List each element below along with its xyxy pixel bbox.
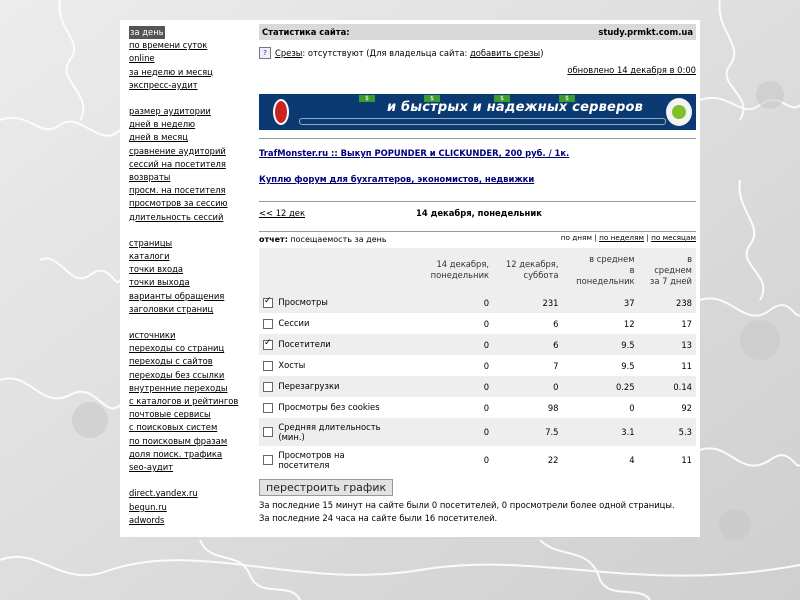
ad-link-trafmonster[interactable]: TrafMonster.ru :: Выкуп POPUNDER и CLICKUNDER, 200 руб. / 1к.: [259, 148, 570, 158]
row-label: Средняя длительность (мин.): [278, 422, 381, 442]
slices-line: [259, 44, 696, 62]
header-title: Статистика сайта:: [262, 27, 350, 37]
site-name: study.prmkt.com.ua: [598, 27, 693, 37]
table-cell: 7.5: [493, 418, 562, 446]
row-label: Просмотров на посетителя: [278, 450, 345, 470]
table-cell: 0: [483, 455, 490, 465]
table-row: [259, 355, 696, 376]
row-label: Перезагрузки: [278, 381, 340, 392]
table-cell: 11: [681, 360, 692, 371]
footer-info: [259, 499, 696, 525]
sidebar-item-sources[interactable]: источники: [129, 330, 176, 341]
period-sep: |: [591, 233, 600, 242]
sidebar-gap: [129, 92, 254, 105]
dollar-icon: $: [359, 95, 375, 102]
sidebar-item-internal[interactable]: внутренние переходы: [129, 382, 228, 393]
sidebar-item-entry-points[interactable]: точки входа: [129, 264, 184, 275]
report-value: посещаемость за день: [287, 235, 387, 244]
table-cell: 0: [417, 334, 493, 355]
sidebar-item-returns[interactable]: возвраты: [129, 172, 171, 183]
sidebar-item-audience-size[interactable]: размер аудитории: [129, 106, 211, 117]
rebuild-chart-button[interactable]: перестроить график: [259, 479, 393, 496]
table-cell: 9.5: [621, 360, 635, 371]
row-label-cell: [259, 292, 417, 313]
table-cell: 238: [639, 292, 696, 313]
sidebar-item-sessions-per-visitor[interactable]: сессий на посетителя: [129, 158, 226, 169]
row-label: Сессии: [278, 318, 310, 329]
sidebar-item-days-per-month[interactable]: дней в месяц: [129, 132, 188, 143]
row-label-cell: [259, 334, 417, 355]
table-header-row: [259, 248, 696, 292]
table-cell: 12: [623, 318, 635, 329]
dollar-icon: $: [494, 95, 510, 102]
slices-close: ): [540, 48, 544, 58]
date-navigation: [259, 201, 696, 224]
sidebar-item-from-pages[interactable]: переходы со страниц: [129, 343, 225, 354]
table-cell: 0: [483, 402, 490, 413]
row-checkbox[interactable]: [263, 455, 273, 465]
sidebar-item-online[interactable]: online: [129, 53, 155, 64]
table-cell: 6: [493, 334, 562, 355]
ad-banner[interactable]: [259, 94, 696, 130]
row-label-cell: [259, 418, 417, 446]
table-cell: 92: [681, 402, 692, 413]
header-col-4: в среднем за 7 дней: [639, 248, 696, 292]
period-sep: |: [643, 233, 652, 242]
row-label-cell: [259, 313, 417, 334]
row-checkbox[interactable]: [263, 361, 273, 371]
sidebar-item-time-of-day[interactable]: по времени суток: [129, 40, 208, 51]
row-label-cell: [259, 446, 417, 474]
dollar-icon: $: [559, 95, 575, 102]
text-ad-2: [259, 174, 696, 188]
table-cell: 0: [629, 402, 635, 413]
row-label: Хосты: [278, 360, 306, 371]
sidebar-gap: [129, 224, 254, 237]
sidebar-item-search-engines[interactable]: с поисковых систем: [129, 422, 218, 433]
sidebar-item-seo-audit[interactable]: seo-аудит: [129, 462, 174, 473]
content-panel: [120, 20, 700, 537]
table-cell: 0: [493, 376, 562, 397]
header-col-2: 12 декабря, суббота: [493, 248, 562, 292]
sidebar-item-direct-yandex[interactable]: direct.yandex.ru: [129, 488, 198, 499]
sidebar-item-exit-points[interactable]: точки выхода: [129, 277, 190, 288]
table-cell: 0: [417, 292, 493, 313]
table-row: [259, 334, 696, 355]
sidebar-item-days-per-week[interactable]: дней в неделю: [129, 119, 196, 130]
sidebar-item-search-phrases[interactable]: по поисковым фразам: [129, 435, 228, 446]
table-cell: 6: [553, 318, 559, 329]
row-label-cell: [259, 376, 417, 397]
ad-link-forum[interactable]: Куплю форум для бухгалтеров, экономистов, недвижки: [259, 174, 535, 184]
sidebar-item-session-duration[interactable]: длительность сессий: [129, 211, 224, 222]
table-cell: 0: [417, 376, 493, 397]
table-row: [259, 418, 696, 446]
sidebar-item-week-month[interactable]: за неделю и месяц: [129, 66, 213, 77]
sidebar-item-views-per-session[interactable]: просмотров за сессию: [129, 198, 228, 209]
row-checkbox[interactable]: [263, 382, 273, 392]
stats-table: [259, 248, 696, 474]
table-cell: 0: [417, 418, 493, 446]
table-cell: 7: [553, 360, 559, 371]
table-row: [259, 376, 696, 397]
table-cell: 4: [629, 455, 635, 465]
stats-header: [259, 24, 696, 40]
row-checkbox[interactable]: [263, 298, 273, 308]
sidebar-gap: [129, 474, 254, 487]
slices-text: [275, 44, 543, 62]
updated-link[interactable]: обновлено 14 декабря в 0:00: [567, 65, 696, 75]
sidebar-item-mail-services[interactable]: почтовые сервисы: [129, 409, 211, 420]
row-label: Просмотры без cookies: [278, 402, 380, 413]
row-label-cell: [259, 355, 417, 376]
sidebar-gap: [129, 316, 254, 329]
sidebar-nav: [129, 26, 254, 527]
sidebar-item-pages[interactable]: страницы: [129, 237, 173, 248]
sidebar-item-views-per-visitor[interactable]: просм. на посетителя: [129, 185, 226, 196]
table-row: [259, 292, 696, 313]
footer-line-24h: За последние 24 часа на сайте были 16 посетителей.: [259, 513, 498, 523]
slices-link[interactable]: Срезы: [275, 48, 303, 58]
row-checkbox[interactable]: [263, 340, 273, 350]
sidebar-item-from-sites[interactable]: переходы с сайтов: [129, 356, 213, 367]
sidebar-item-no-referrer[interactable]: переходы без ссылки: [129, 369, 225, 380]
banner-logo-icon: [273, 99, 289, 125]
sidebar-item-express-audit[interactable]: экспресс-аудит: [129, 79, 198, 90]
report-label: отчет:: [259, 235, 288, 244]
sidebar-item-audience-compare[interactable]: сравнение аудиторий: [129, 145, 226, 156]
sidebar-item-begun[interactable]: begun.ru: [129, 501, 167, 512]
sidebar-item-day[interactable]: за день: [129, 26, 165, 39]
row-label-cell: [259, 397, 417, 418]
table-cell: 231: [493, 292, 562, 313]
banner-text: и быстрых и надежных серверов: [387, 100, 644, 115]
footer-line-15min: За последние 15 минут на сайте были 0 посетителей, 0 просмотрели более одной страницы.: [259, 500, 675, 510]
table-cell: 9.5: [563, 334, 639, 355]
sidebar-item-adwords[interactable]: adwords: [129, 514, 165, 525]
dollar-icon: $: [424, 95, 440, 102]
add-slices-link[interactable]: добавить срезы: [469, 48, 541, 58]
table-cell: 37: [563, 292, 639, 313]
slices-desc: : отсутствуют (Для владельца сайта:: [302, 48, 470, 58]
help-icon[interactable]: ?: [259, 47, 271, 59]
banner-strip: [299, 118, 666, 125]
sidebar-item-catalogs[interactable]: каталоги: [129, 251, 170, 262]
table-cell: 22: [547, 455, 559, 465]
sidebar-item-search-share[interactable]: доля поиск. трафика: [129, 448, 223, 459]
header-col-3: в среднем в понедельник: [563, 248, 639, 292]
table-cell: 13: [639, 334, 696, 355]
table-cell: 11: [681, 455, 692, 465]
row-label: Просмотры: [278, 297, 328, 308]
table-row: [259, 313, 696, 334]
period-switch: [561, 232, 696, 244]
period-months[interactable]: по месяцам: [651, 233, 696, 242]
sidebar-item-page-titles[interactable]: заголовки страниц: [129, 303, 214, 314]
table-cell: 17: [681, 318, 692, 329]
row-checkbox[interactable]: [263, 427, 273, 437]
table-cell: 98: [547, 402, 559, 413]
prev-date-link[interactable]: << 12 дек: [259, 208, 306, 218]
row-label: Посетители: [278, 339, 331, 350]
table-cell: 5.3: [639, 418, 696, 446]
period-weeks[interactable]: по неделям: [599, 233, 644, 242]
current-date: 14 декабря, понедельник: [416, 208, 542, 218]
sidebar-item-access-variants[interactable]: варианты обращения: [129, 290, 225, 301]
period-days[interactable]: по дням: [560, 233, 592, 242]
table-cell: 0: [483, 360, 490, 371]
table-cell: 0.14: [639, 376, 696, 397]
main-content: [259, 24, 696, 525]
report-line: [259, 231, 696, 246]
row-checkbox[interactable]: [263, 319, 273, 329]
text-ad-1: [259, 138, 696, 162]
updated-line: [259, 65, 696, 79]
row-checkbox[interactable]: [263, 403, 273, 413]
banner-end-icon: [666, 98, 692, 126]
sidebar-item-from-catalogs[interactable]: с каталогов и рейтингов: [129, 396, 239, 407]
table-cell: 0.25: [563, 376, 639, 397]
header-col-1: 14 декабря, понедельник: [417, 248, 493, 292]
table-cell: 0: [483, 318, 490, 329]
table-cell: 3.1: [563, 418, 639, 446]
table-row: [259, 446, 696, 474]
header-empty: [259, 248, 417, 292]
table-row: [259, 397, 696, 418]
